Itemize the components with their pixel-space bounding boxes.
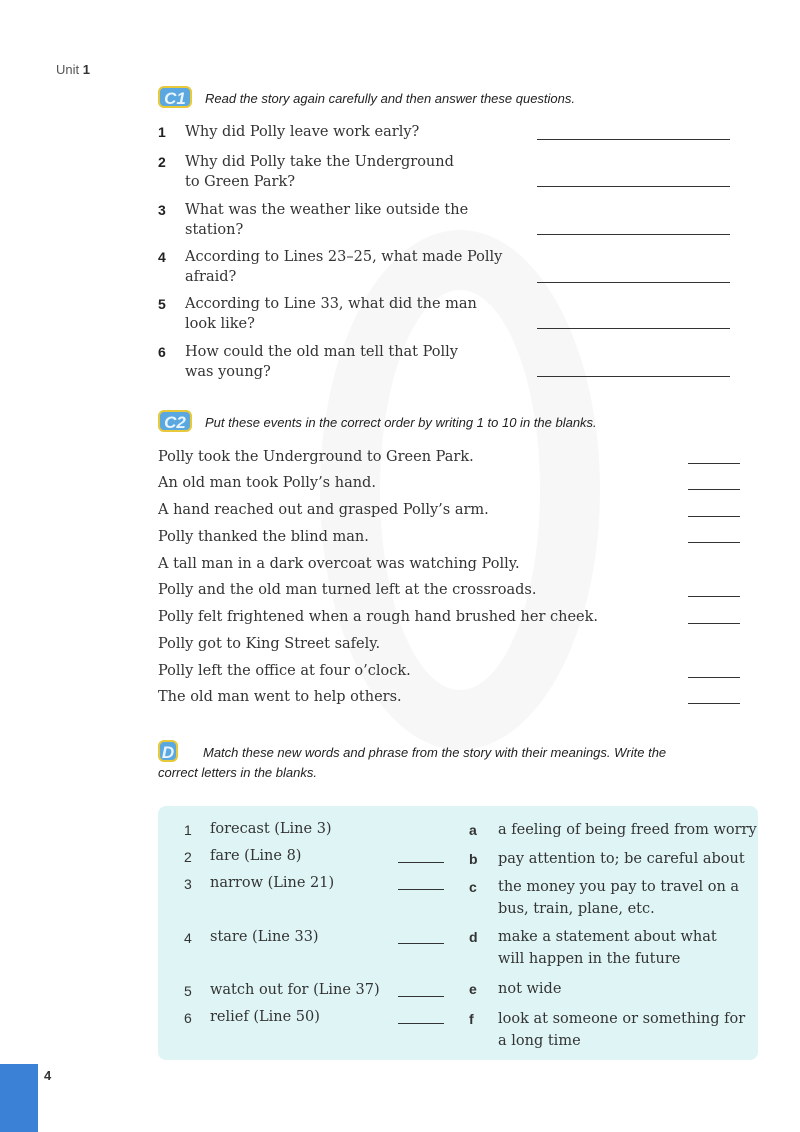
question-number: 5 xyxy=(158,296,166,312)
word-number: 6 xyxy=(184,1010,192,1026)
event-blank[interactable] xyxy=(688,516,740,517)
question-text: Why did Polly leave work early? xyxy=(185,124,420,140)
word-text: relief (Line 50) xyxy=(210,1009,320,1025)
answer-blank[interactable] xyxy=(537,139,730,140)
event-blank[interactable] xyxy=(688,489,740,490)
question-text: According to Line 33, what did the man look like? xyxy=(185,296,477,332)
question-text: What was the weather like outside the station? xyxy=(185,202,469,238)
event-blank[interactable] xyxy=(688,677,740,678)
meaning-text: a feeling of being freed from worry xyxy=(498,822,757,838)
match-blank[interactable] xyxy=(398,996,444,997)
meaning-letter: a xyxy=(469,822,477,838)
page-corner-tab xyxy=(0,1064,38,1132)
word-text: narrow (Line 21) xyxy=(210,875,335,891)
question-text: How could the old man tell that Polly was young? xyxy=(185,344,458,380)
event-item: Polly thanked the blind man. xyxy=(158,529,369,545)
c1-instruction: Read the story again carefully and then answer these questions. xyxy=(205,91,576,106)
c2-badge: C2 xyxy=(158,410,192,432)
event-item: Polly left the office at four o’clock. xyxy=(158,663,411,679)
page-number: 4 xyxy=(44,1068,52,1083)
answer-blank[interactable] xyxy=(537,186,730,187)
question-number: 2 xyxy=(158,154,166,170)
word-text: watch out for (Line 37) xyxy=(210,982,380,998)
event-item: A tall man in a dark overcoat was watching Polly. xyxy=(158,556,520,572)
event-blank[interactable] xyxy=(688,542,740,543)
question-text: According to Lines 23–25, what made Polly afraid? xyxy=(185,249,503,285)
meaning-letter: e xyxy=(469,981,477,997)
meaning-text: not wide xyxy=(498,981,562,997)
word-number: 5 xyxy=(184,983,192,999)
event-blank[interactable] xyxy=(688,703,740,704)
question-number: 3 xyxy=(158,202,166,218)
unit-label: Unit 1 xyxy=(56,62,90,77)
meaning-letter: d xyxy=(469,929,478,945)
match-blank[interactable] xyxy=(398,889,444,890)
word-number: 3 xyxy=(184,876,192,892)
event-item: Polly and the old man turned left at the crossroads. xyxy=(158,582,537,598)
word-number: 4 xyxy=(184,930,192,946)
event-item: Polly took the Underground to Green Park. xyxy=(158,449,474,465)
meaning-text: pay attention to; be careful about xyxy=(498,851,745,867)
event-blank[interactable] xyxy=(688,623,740,624)
match-blank[interactable] xyxy=(398,1023,444,1024)
question-number: 4 xyxy=(158,249,166,265)
question-text: Why did Polly take the Underground to Green Park? xyxy=(185,154,454,190)
answer-blank[interactable] xyxy=(537,328,730,329)
word-text: forecast (Line 3) xyxy=(210,821,332,837)
event-item: A hand reached out and grasped Polly’s arm. xyxy=(158,502,489,518)
d-instruction-line1: Match these new words and phrase from the story with their meanings. Write the xyxy=(203,745,667,760)
question-number: 1 xyxy=(158,124,166,140)
answer-blank[interactable] xyxy=(537,282,730,283)
d-instruction-line2: correct letters in the blanks. xyxy=(158,765,317,780)
meaning-letter: b xyxy=(469,851,478,867)
event-item: Polly felt frightened when a rough hand brushed her cheek. xyxy=(158,609,599,625)
c1-badge: C1 xyxy=(158,86,192,108)
meaning-text: the money you pay to travel on a bus, train, plane, etc. xyxy=(498,879,740,917)
c2-instruction: Put these events in the correct order by writing 1 to 10 in the blanks. xyxy=(205,415,597,430)
match-blank[interactable] xyxy=(398,943,444,944)
word-text: stare (Line 33) xyxy=(210,929,319,945)
event-item: An old man took Polly’s hand. xyxy=(158,475,376,491)
meaning-letter: f xyxy=(469,1011,474,1027)
word-number: 1 xyxy=(184,822,192,838)
event-blank[interactable] xyxy=(688,463,740,464)
event-blank[interactable] xyxy=(688,596,740,597)
match-blank[interactable] xyxy=(398,862,444,863)
question-number: 6 xyxy=(158,344,166,360)
word-number: 2 xyxy=(184,849,192,865)
d-badge: D xyxy=(158,740,178,762)
answer-blank[interactable] xyxy=(537,376,730,377)
event-item: The old man went to help others. xyxy=(158,689,402,705)
answer-blank[interactable] xyxy=(537,234,730,235)
meaning-text: make a statement about what will happen in the future xyxy=(498,929,717,967)
event-item: Polly got to King Street safely. xyxy=(158,636,381,652)
meaning-letter: c xyxy=(469,879,477,895)
word-text: fare (Line 8) xyxy=(210,848,302,864)
meaning-text: look at someone or something for a long time xyxy=(498,1011,746,1049)
